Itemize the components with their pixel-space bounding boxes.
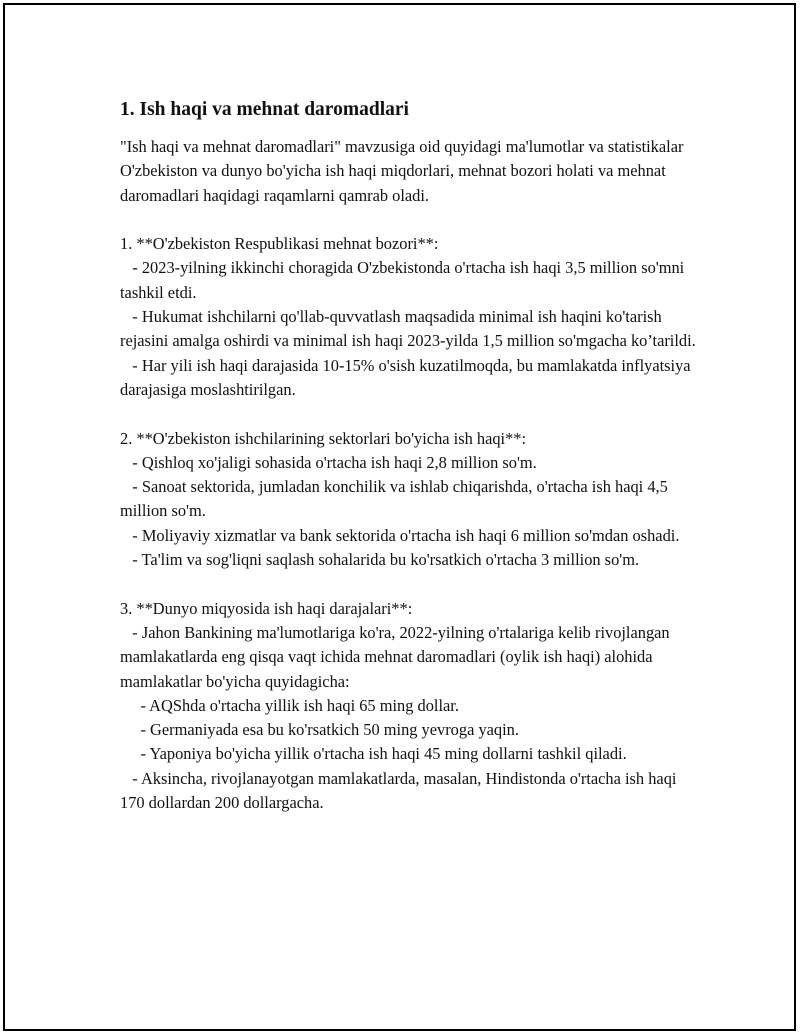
document-page bbox=[3, 3, 796, 1031]
document-content bbox=[120, 97, 700, 840]
list-item: - Sanoat sektorida, jumladan konchilik va ishlab chiqarishda, o'rtacha ish haqi 4,5 million so'm. bbox=[120, 477, 672, 521]
list-item: - Yaponiya bo'yicha yillik o'rtacha ish haqi 45 ming dollarni tashkil qiladi. bbox=[120, 744, 627, 764]
list-item: - 2023-yilning ikkinchi choragida O'zbekistonda o'rtacha ish haqi 3,5 million so'mni tashkil etdi. bbox=[120, 258, 689, 302]
section-title: 3. **Dunyo miqyosida ish haqi darajalari**: bbox=[120, 598, 413, 618]
section-world-wages bbox=[120, 597, 700, 816]
section-title: 1. **O'zbekiston Respublikasi mehnat bozori**: bbox=[120, 234, 439, 254]
section-heading: 1. Ish haqi va mehnat daromadlari bbox=[120, 99, 409, 120]
list-item: - AQShda o'rtacha yillik ish haqi 65 ming dollar. bbox=[120, 695, 459, 715]
list-item: - Har yili ish haqi darajasida 10-15% o'sish kuzatilmoqda, bu mamlakatda inflyatsiya darajasiga moslashtirilgan. bbox=[120, 355, 695, 399]
section-uzbekistan-labor-market bbox=[120, 232, 700, 402]
list-item: - Aksincha, rivojlanayotgan mamlakatlarda, masalan, Hindistonda o'rtacha ish haqi 170 dollardan 200 dollargacha. bbox=[120, 768, 681, 813]
list-item: - Germaniyada esa bu ko'rsatkich 50 ming yevroga yaqin. bbox=[120, 720, 519, 740]
list-item: - Moliyaviy xizmatlar va bank sektorida o'rtacha ish haqi 6 million so'mdan oshadi. bbox=[120, 525, 680, 545]
list-item: - Qishloq xo'jaligi sohasida o'rtacha ish haqi 2,8 million so'm. bbox=[120, 452, 537, 472]
section-sector-wages bbox=[120, 427, 700, 573]
section-title: 2. **O'zbekiston ishchilarining sektorlari bo'yicha ish haqi**: bbox=[120, 428, 527, 448]
list-item: - Hukumat ishchilarni qo'llab-quvvatlash maqsadida minimal ish haqini ko'tarish rejasini amalga oshirdi va minimal ish haqi 2023-yilda 1,5 million so'mgacha ko’tarildi. bbox=[120, 307, 696, 351]
list-item: - Ta'lim va sog'liqni saqlash sohalarida bu ko'rsatkich o'rtacha 3 million so'm. bbox=[120, 550, 640, 570]
list-item: - Jahon Bankining ma'lumotlariga ko'ra, 2022-yilning o'rtalariga kelib rivojlangan mamlakatlarda eng qisqa vaqt ichida mehnat daromadlari (oylik ish haqi) alohida mamlakatlar bo'yicha quyidagicha: bbox=[120, 622, 674, 691]
intro-paragraph: "Ish haqi va mehnat daromadlari" mavzusiga oid quyidagi ma'lumotlar va statistikalar O'zbekiston va dunyo bo'yicha ish haqi miqdorlari, mehnat bozori holati va mehnat daromadlari haqidagi raqamlarni qamrab oladi. bbox=[120, 137, 688, 205]
